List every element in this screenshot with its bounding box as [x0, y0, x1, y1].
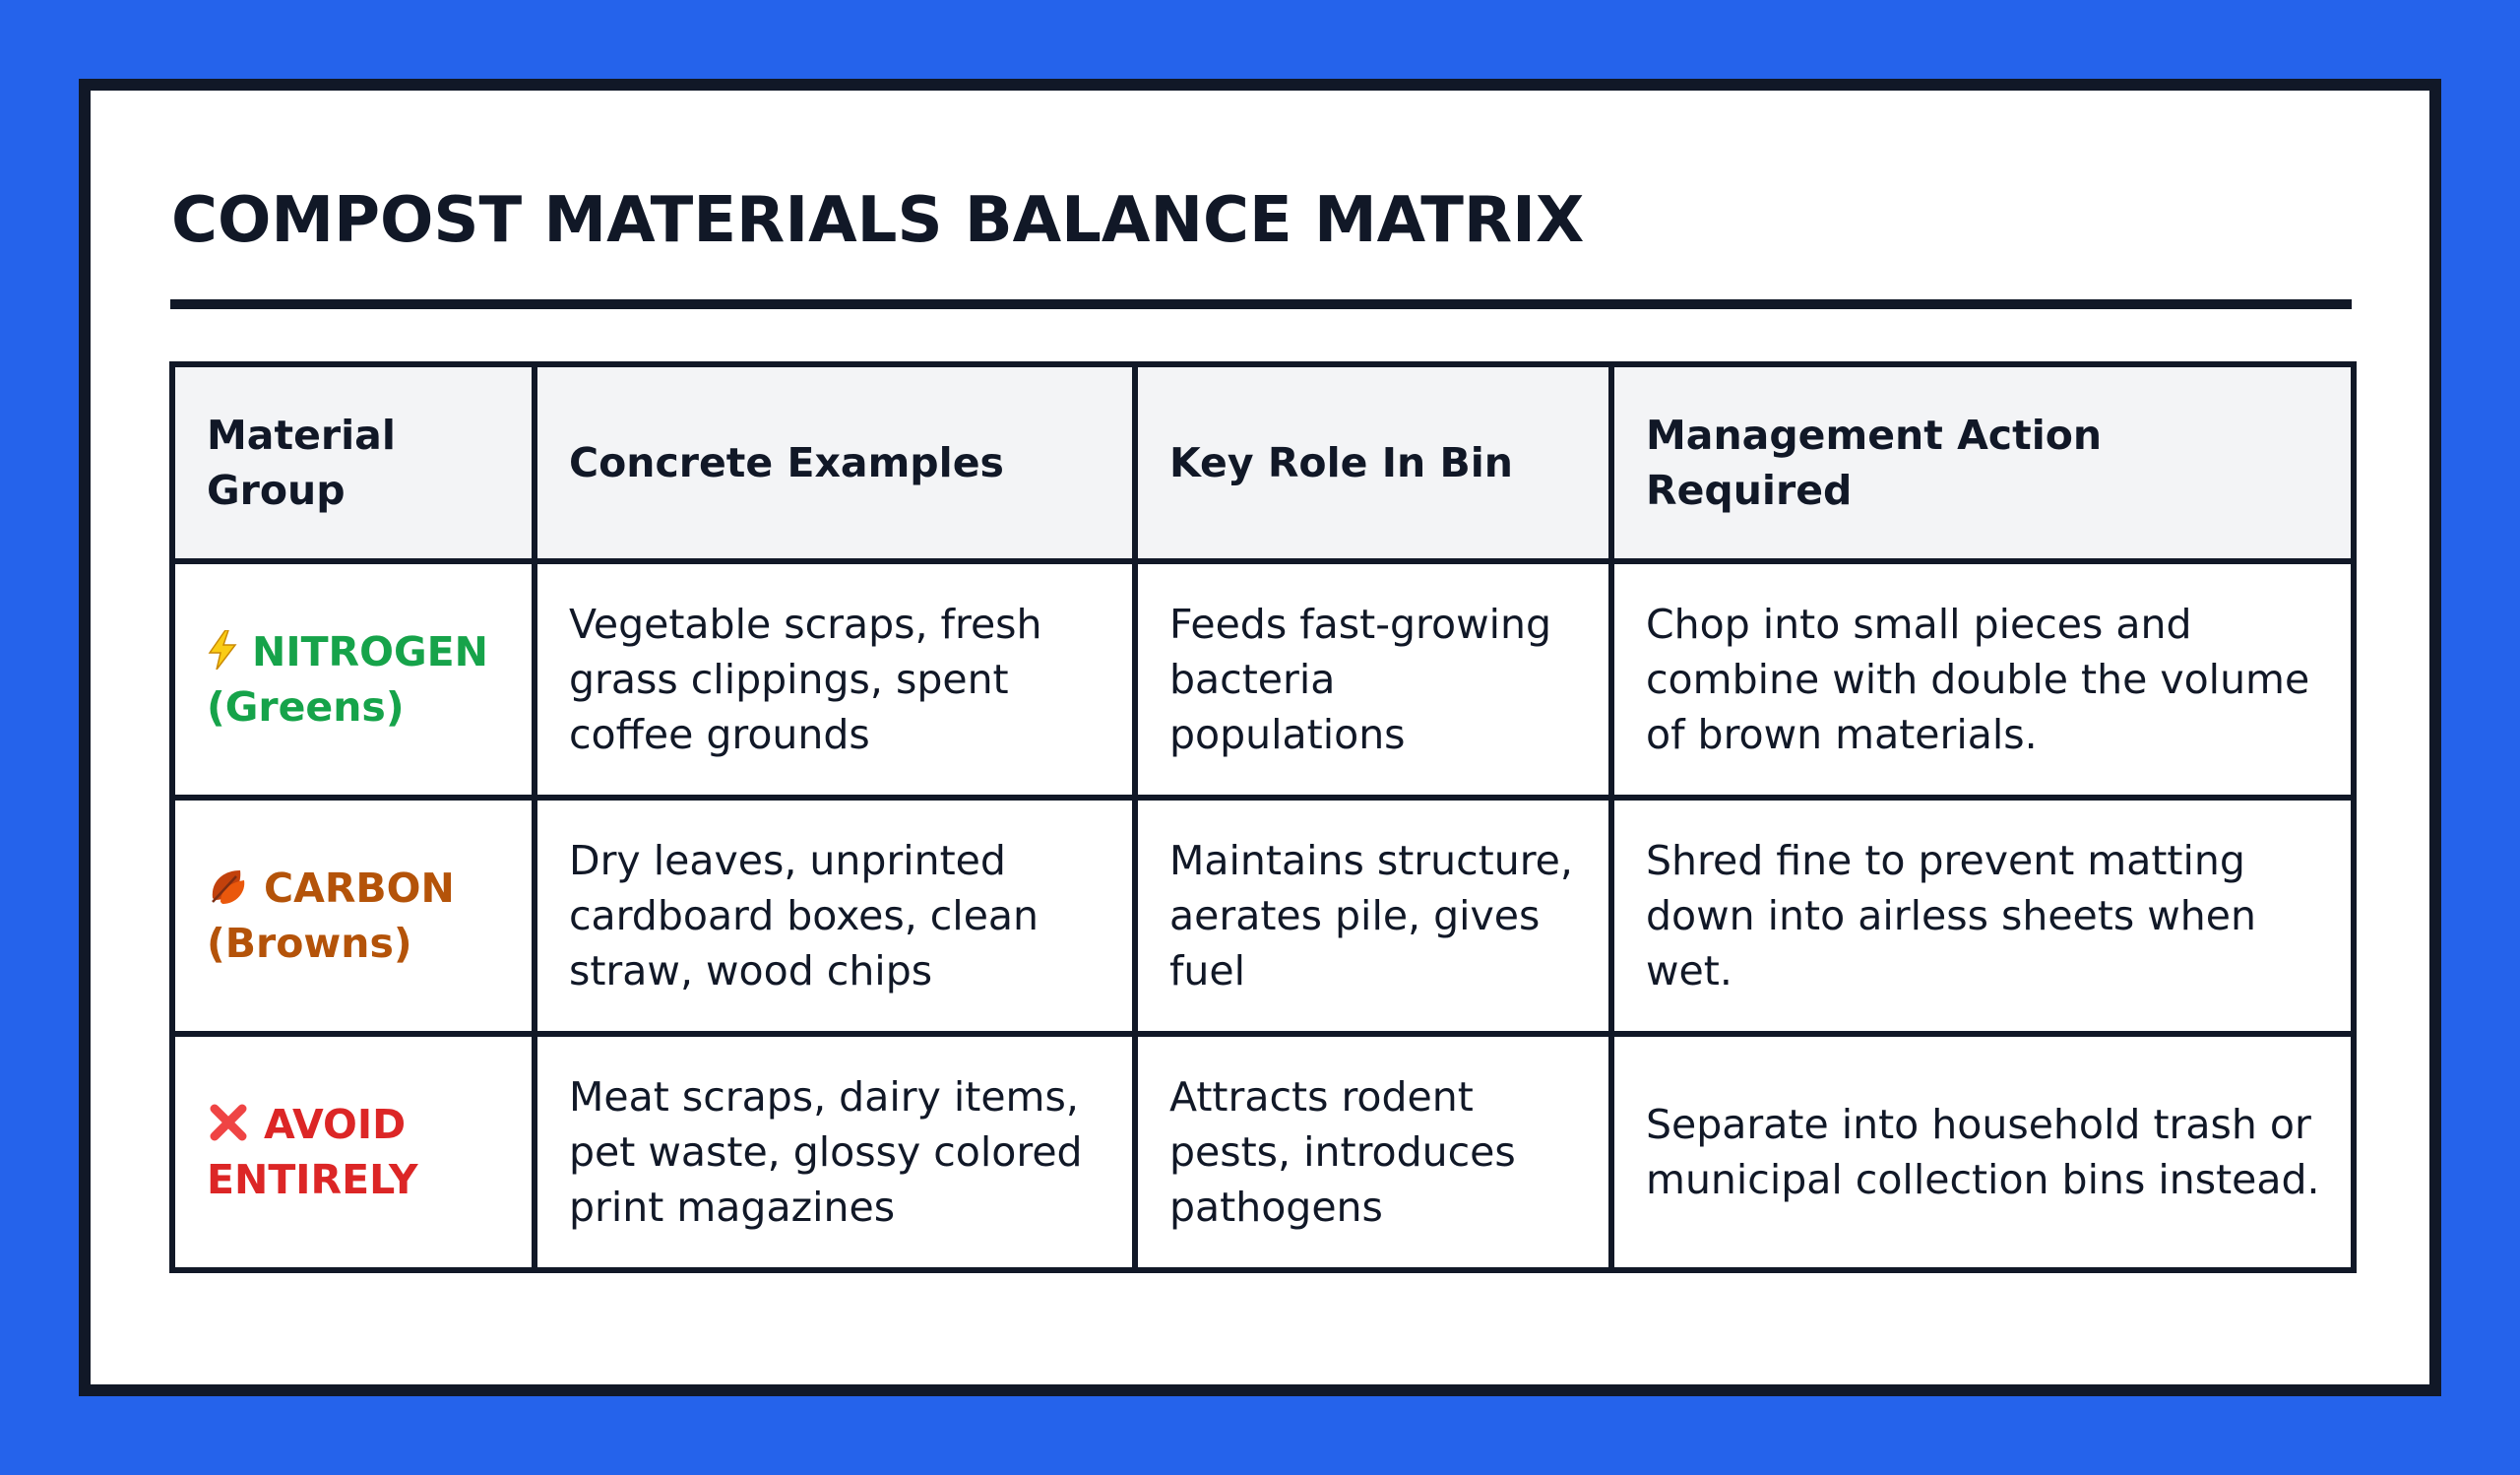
role-cell: Feeds fast-growing bacteria populations — [1135, 561, 1611, 798]
matrix-card — [79, 79, 2441, 1396]
cross-mark-icon — [207, 1101, 250, 1144]
group-cell-carbon — [172, 798, 535, 1034]
table-header-row — [172, 364, 2354, 561]
header-concrete-examples: Concrete Examples — [535, 364, 1135, 561]
role-cell: Maintains structure, aerates pile, gives fuel — [1135, 798, 1611, 1034]
examples-cell: Dry leaves, unprinted cardboard boxes, clean straw, wood chips — [535, 798, 1135, 1034]
examples-cell: Vegetable scraps, fresh grass clippings, spent coffee grounds — [535, 561, 1135, 798]
lightning-icon — [207, 630, 238, 670]
table-row — [172, 1034, 2354, 1270]
header-management-action: Management Action Required — [1611, 364, 2354, 561]
header-key-role: Key Role In Bin — [1135, 364, 1611, 561]
role-cell: Attracts rodent pests, introduces pathogens — [1135, 1034, 1611, 1270]
examples-cell: Meat scraps, dairy items, pet waste, glossy colored print magazines — [535, 1034, 1135, 1270]
group-cell-avoid — [172, 1034, 535, 1270]
action-cell: Separate into household trash or municipal collection bins instead. — [1611, 1034, 2354, 1270]
page-title: COMPOST MATERIALS BALANCE MATRIX — [171, 184, 1585, 257]
header-material-group: Material Group — [172, 364, 535, 561]
title-divider — [170, 299, 2352, 309]
group-label: AVOID ENTIRELY — [207, 1101, 418, 1203]
action-cell: Chop into small pieces and combine with double the volume of brown materials. — [1611, 561, 2354, 798]
table-row — [172, 561, 2354, 798]
action-cell: Shred fine to prevent matting down into airless sheets when wet. — [1611, 798, 2354, 1034]
fallen-leaf-icon — [207, 865, 250, 908]
group-label: CARBON (Browns) — [207, 865, 455, 967]
materials-table — [169, 361, 2357, 1273]
group-label: NITROGEN (Greens) — [207, 628, 488, 731]
group-cell-nitrogen — [172, 561, 535, 798]
table-row — [172, 798, 2354, 1034]
